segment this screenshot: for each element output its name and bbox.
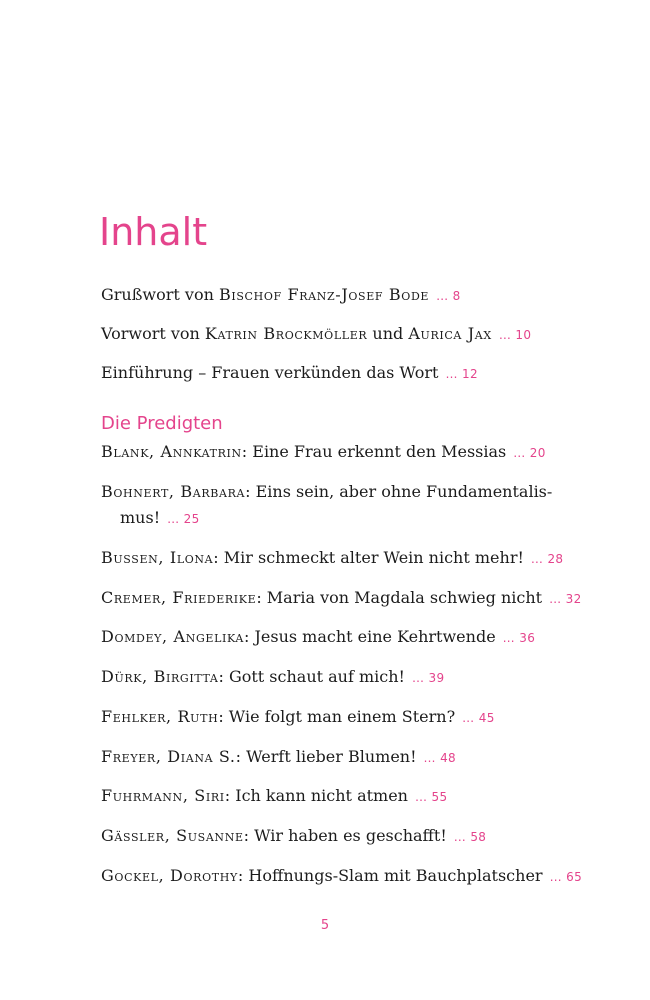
toc-entry-sermon [101,664,596,691]
page-number: … 36 [502,631,536,645]
toc-entry-einfuehrung [101,360,596,387]
entry-author: Gässler, Susanne [101,826,244,845]
entry-author: Dürk, Birgitta [101,667,219,686]
toc-entry-sermon [101,863,596,890]
toc-entry-sermon [101,783,596,810]
page-number: … 45 [462,711,495,725]
page-number: … 12 [445,367,478,381]
entry-text: : Wir haben es geschafft! [243,826,447,845]
toc-entry-sermon [101,545,596,572]
entry-author: Fehlker, Ruth [101,707,219,726]
entry-text: : Gott schaut auf mich! [218,667,405,686]
entry-author: Bischof Franz-Josef Bode [218,285,430,304]
page-number: … 20 [513,446,546,460]
entry-text: Einführung – Frauen verkünden das Wort [101,363,439,382]
entry-text: : Eins sein, aber ohne Fundamentalis- [245,482,553,501]
entry-text: mus! [120,508,161,527]
toc-entry-sermon [101,704,596,731]
section-title: Die Predigten [101,413,223,434]
entry-text: : Ich kann nicht atmen [224,786,408,805]
entry-author: Freyer, Diana S. [101,747,236,766]
page-title: Inhalt [99,210,208,254]
page-number: … 55 [414,790,448,804]
toc-entry-grusswort [101,282,596,309]
entry-author: Cremer, Friederike [101,588,257,607]
page-number: … 10 [498,328,532,342]
entry-text: : Wie folgt man einem Stern? [218,707,456,726]
entry-text: : Mir schmeckt alter Wein nicht mehr! [213,548,524,567]
entry-text: Vorwort von [101,324,205,343]
entry-text: Grußwort von [101,285,219,304]
page-number: … 58 [453,830,487,844]
toc-entry-sermon [101,744,596,771]
page-number: … 65 [549,870,583,884]
entry-author: Katrin Brockmöller [204,324,368,343]
toc-entry-vorwort [101,321,596,348]
toc-entry-sermon [101,439,596,466]
entry-text: : Eine Frau erkennt den Messias [241,442,507,461]
toc-entry-sermon [101,624,596,651]
toc-entry-sermon [101,585,596,612]
page-number: … 8 [436,289,461,303]
page-number: … 25 [167,512,200,526]
page-folio: 5 [320,918,330,933]
entry-author: Aurica Jax [408,324,492,343]
entry-author: Domdey, Angelika [101,627,244,646]
page-number: … 39 [411,671,445,685]
entry-author: Fuhrmann, Siri [101,786,225,805]
entry-author: Gockel, Dorothy [101,866,238,885]
entry-text: : Maria von Magdala schwieg nicht [256,588,543,607]
page-number: … 28 [530,552,564,566]
entry-continuation [101,505,596,532]
toc-entry-sermon [101,823,596,850]
toc-entry-sermon [101,479,596,532]
entry-text: und [367,324,409,343]
entry-author: Bussen, Ilona [101,548,214,567]
entry-author: Bohnert, Barbara [101,482,246,501]
page-number: … 32 [549,592,582,606]
page-number: … 48 [423,751,457,765]
entry-author: Blank, Annkatrin [101,442,242,461]
entry-text: : Werft lieber Blumen! [235,747,417,766]
entry-text: : Jesus macht eine Kehrtwende [244,627,496,646]
entry-text: : Hoffnungs-Slam mit Bauchplatscher [237,866,543,885]
